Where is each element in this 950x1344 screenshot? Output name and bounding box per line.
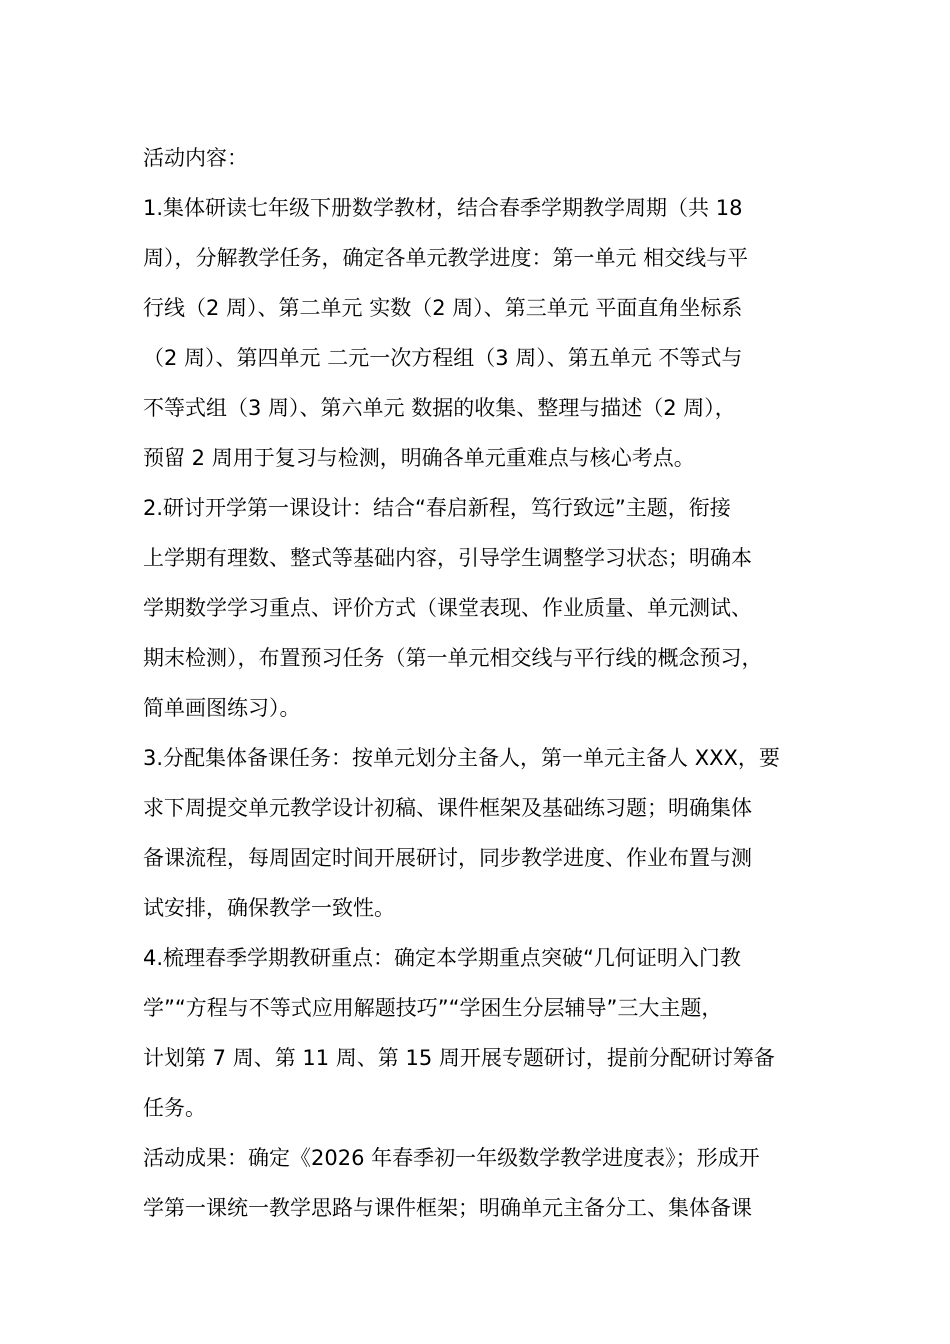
paragraph-line: 上学期有理数、整式等基础内容，引导学生调整学习状态；明确本 [143,546,752,570]
paragraph-line: 学第一课统一教学思路与课件框架；明确单元主备分工、集体备课 [143,1196,752,1220]
paragraph-line: 预留 2 周用于复习与检测，明确各单元重难点与核心考点。 [143,446,695,470]
section-heading-activity-results: 活动成果：确定《2026 年春季初一年级数学教学进度表》；形成开 [143,1146,760,1170]
section-heading-activity-content: 活动内容： [143,146,248,170]
paragraph-line: 备课流程，每周固定时间开展研讨，同步教学进度、作业布置与测 [143,846,752,870]
paragraph-line: 期末检测），布置预习任务（第一单元相交线与平行线的概念预习， [143,646,763,670]
paragraph-line: 4.梳理春季学期教研重点：确定本学期重点突破“几何证明入门教 [143,946,741,970]
paragraph-line: 求下周提交单元教学设计初稿、课件框架及基础练习题；明确集体 [143,796,752,820]
paragraph-line: 2.研讨开学第一课设计：结合“春启新程，笃行致远”主题，衔接 [143,496,731,520]
paragraph-line: 不等式组（3 周）、第六单元 数据的收集、整理与描述（2 周）， [143,396,736,420]
paragraph-line: 试安排，确保教学一致性。 [143,896,395,920]
paragraph-line: 周），分解教学任务，确定各单元教学进度：第一单元 相交线与平 [143,246,749,270]
paragraph-line: 任务。 [143,1096,206,1120]
paragraph-line: 3.分配集体备课任务：按单元划分主备人，第一单元主备人 XXX，要 [143,746,780,770]
paragraph-line: （2 周）、第四单元 二元一次方程组（3 周）、第五单元 不等式与 [143,346,743,370]
paragraph-line: 学”“方程与不等式应用解题技巧”“学困生分层辅导”三大主题， [143,996,723,1020]
paragraph-line: 1.集体研读七年级下册数学教材，结合春季学期教学周期（共 18 [143,196,743,220]
paragraph-line: 计划第 7 周、第 11 周、第 15 周开展专题研讨，提前分配研讨筹备 [143,1046,775,1070]
paragraph-line: 行线（2 周）、第二单元 实数（2 周）、第三单元 平面直角坐标系 [143,296,743,320]
paragraph-line: 学期数学学习重点、评价方式（课堂表现、作业质量、单元测试、 [143,596,752,620]
paragraph-line: 简单画图练习）。 [143,696,301,720]
document-body [143,133,808,1233]
